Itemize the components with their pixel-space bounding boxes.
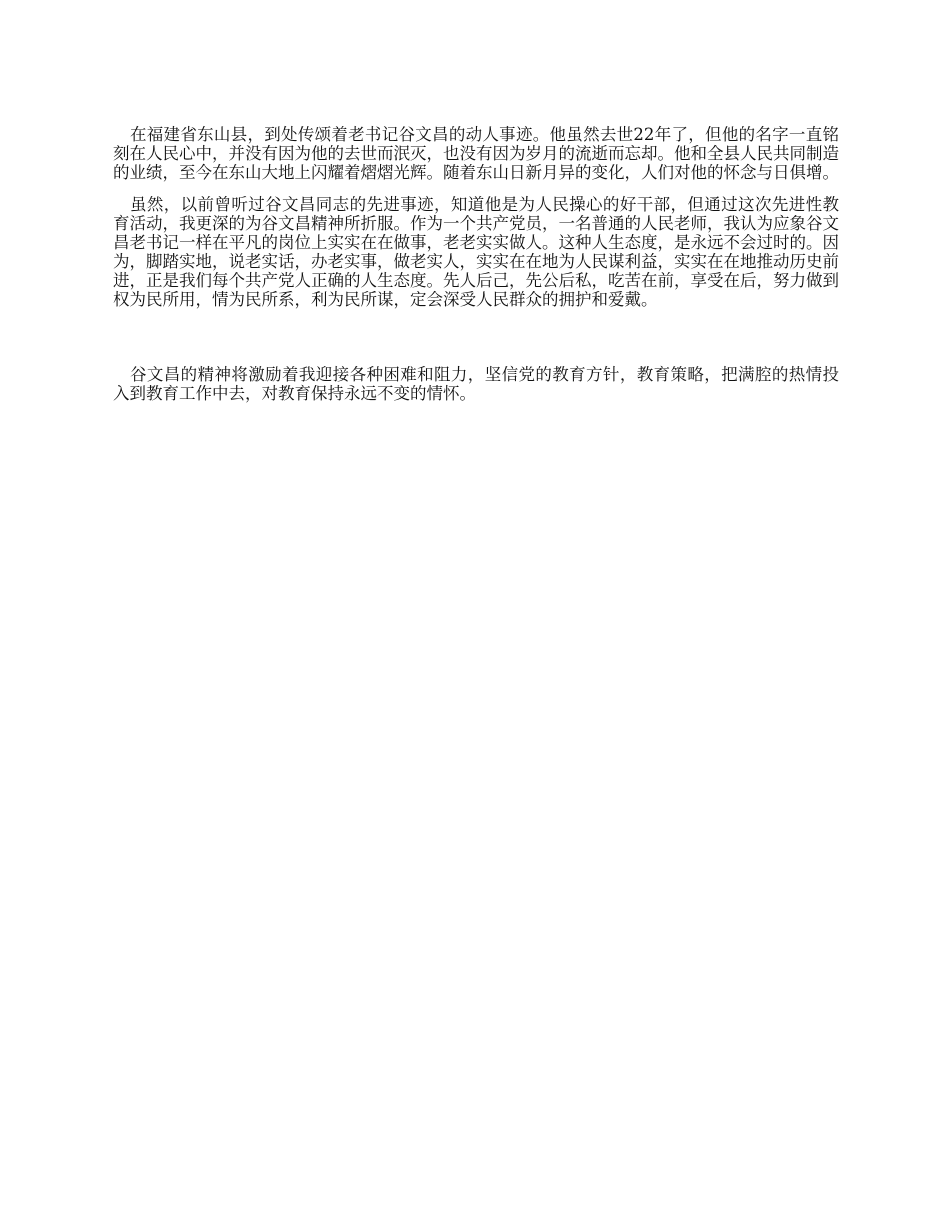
- document-body: [113, 125, 839, 403]
- paragraph-2: 虽然，以前曾听过谷文昌同志的先进事迹，知道他是为人民操心的好干部，但通过这次先进性教育活动，我更深的为谷文昌精神所折服。作为一个共产党员，一名普通的人民老师，我认为应象谷文昌老书记一样在平凡的岗位上实实在在做事，老老实实做人。这种人生态度，是永远不会过时的。因为，脚踏实地，说老实话，办老实事，做老实人，实实在在地为人民谋利益，实实在在地推动历史前进，正是我们每个共产党人正确的人生态度。先人后己，先公后私，吃苦在前，享受在后，努力做到权为民所用，情为民所系，利为民所谋，定会深受人民群众的拥护和爱戴。: [113, 195, 839, 309]
- paragraph-1: 在福建省东山县，到处传颂着老书记谷文昌的动人事迹。他虽然去世22年了，但他的名字一直铭刻在人民心中，并没有因为他的去世而泯灭，也没有因为岁月的流逝而忘却。他和全县人民共同制造的业绩，至今在东山大地上闪耀着熠熠光辉。随着东山日新月异的变化，人们对他的怀念与日俱增。: [113, 125, 839, 182]
- paragraph-3: 谷文昌的精神将激励着我迎接各种困难和阻力，坚信党的教育方针，教育策略，把满腔的热情投入到教育工作中去，对教育保持永远不变的情怀。: [113, 365, 839, 403]
